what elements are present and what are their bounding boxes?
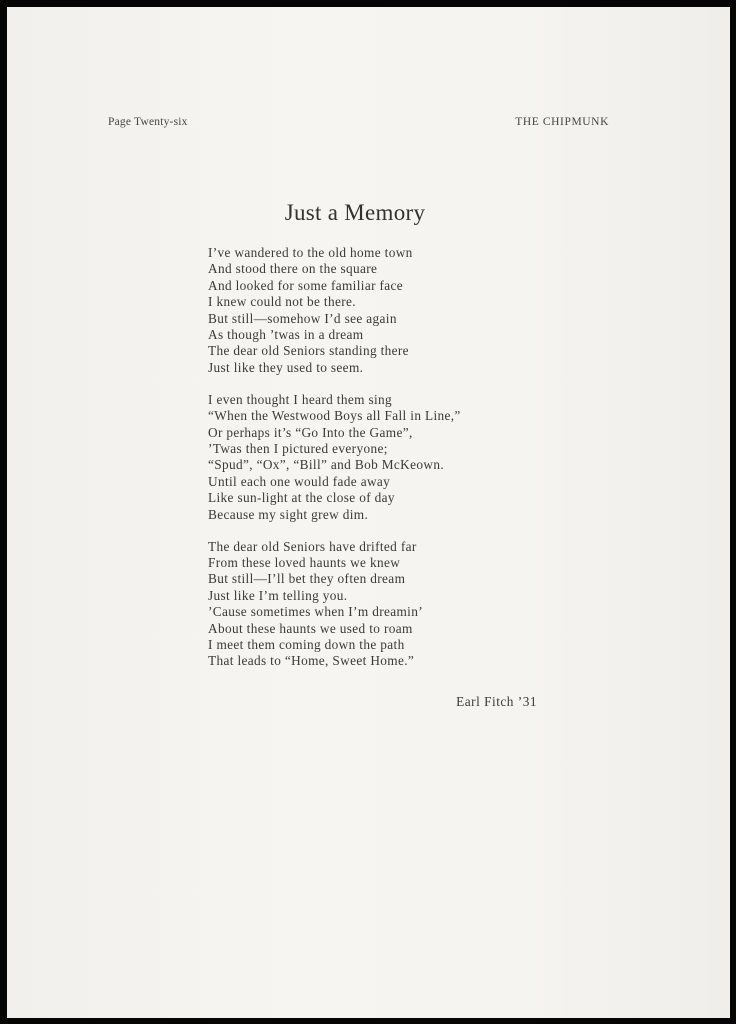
poem-line: ’Cause sometimes when I’m dreamin’	[208, 604, 423, 620]
poem-title: Just a Memory	[284, 200, 426, 225]
poem-line: I’ve wandered to the old home town	[208, 245, 413, 260]
poem-line: That leads to “Home, Sweet Home.”	[208, 653, 415, 669]
stanza-2	[208, 392, 568, 523]
document-page	[7, 7, 730, 1018]
stanza-3	[208, 539, 568, 670]
poem-body	[208, 245, 568, 685]
poem-line: From these loved haunts we knew	[208, 554, 401, 570]
poem-line: And stood there on the square	[208, 261, 378, 277]
poem-line: Or perhaps it’s “Go Into the Game”,	[208, 424, 413, 440]
poem-line: “When the Westwood Boys all Fall in Line,”	[208, 408, 461, 424]
poem-line: The dear old Seniors have drifted far	[208, 538, 417, 554]
stanza-1	[208, 245, 568, 376]
poem-line: As though ’twas in a dream	[208, 327, 364, 343]
poem-line: I meet them coming down the path	[208, 636, 405, 652]
poem-line: And looked for some familiar face	[208, 277, 404, 293]
poem-line: Just like they used to seem.	[208, 359, 364, 375]
poem-author: Earl Fitch ’31	[456, 694, 537, 709]
poem-line: ’Twas then I pictured everyone;	[208, 440, 388, 456]
poem-line: But still—I’ll bet they often dream	[208, 571, 406, 587]
poem-line: “Spud”, “Ox”, “Bill” and Bob McKeown.	[208, 457, 444, 473]
poem-line: The dear old Seniors standing there	[208, 343, 409, 359]
poem-line: I even thought I heard them sing	[208, 391, 393, 407]
page-number: Page Twenty-six	[108, 116, 188, 128]
publication-name: THE CHIPMUNK	[515, 116, 609, 128]
poem-line: Just like I’m telling you.	[208, 587, 348, 603]
poem-line: Like sun-light at the close of day	[208, 490, 395, 506]
poem-line: Until each one would fade away	[208, 473, 391, 489]
poem-line: But still—somehow I’d see again	[208, 310, 397, 326]
poem-line: About these haunts we used to roam	[208, 620, 413, 636]
poem-line: Because my sight grew dim.	[208, 506, 369, 522]
poem-line: I knew could not be there.	[208, 294, 356, 310]
